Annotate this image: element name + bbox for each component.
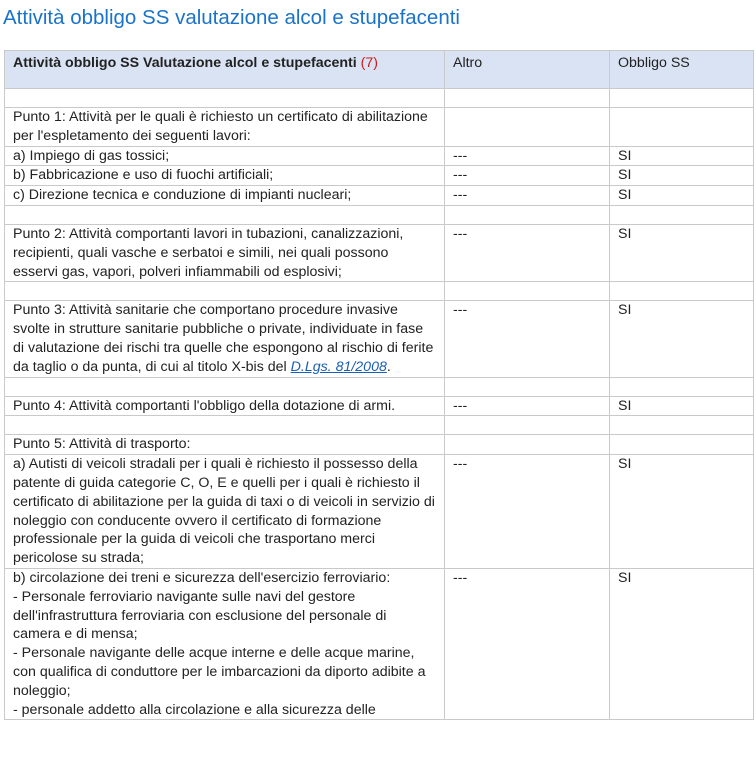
spacer-row bbox=[5, 282, 754, 301]
altro-cell: --- bbox=[445, 146, 610, 166]
page-title: Attività obbligo SS valutazione alcol e stupefacenti bbox=[3, 6, 460, 29]
table-row bbox=[5, 455, 754, 569]
obbligo-cell bbox=[610, 435, 754, 455]
activity-line: - Personale ferroviario navigante sulle navi del gestore dell'infrastruttura ferroviaria con esclusione del personale di camera e di mensa; bbox=[13, 588, 387, 643]
activity-cell: a) Autisti di veicoli stradali per i quali è richiesto il possesso della patente di guida categorie C, O, E e quelli per i quali è richiesto il certificato di abilitazione per la guida di taxi o di veicoli in servizio di noleggio con conducente ovvero il certificato di formazione professionale per la guida di veicoli che trasportano merci pericolose su strada; bbox=[5, 455, 445, 569]
obbligo-cell: SI bbox=[610, 146, 754, 166]
activity-line: - personale addetto alla circolazione e alla sicurezza delle bbox=[13, 701, 376, 718]
activity-cell: Punto 2: Attività comportanti lavori in tubazioni, canalizzazioni, recipienti, quali vasche e serbatoi e simili, nei quali possono esservi gas, vapori, polveri infiammabili od esplosivi; bbox=[5, 224, 445, 281]
activity-cell: Punto 4: Attività comportanti l'obbligo della dotazione di armi. bbox=[5, 396, 445, 416]
altro-cell: --- bbox=[445, 396, 610, 416]
table-row bbox=[5, 186, 754, 206]
obbligo-cell: SI bbox=[610, 455, 754, 569]
altro-cell: --- bbox=[445, 186, 610, 206]
altro-cell: --- bbox=[445, 568, 610, 719]
obbligo-cell: SI bbox=[610, 186, 754, 206]
activity-cell bbox=[5, 568, 445, 719]
activity-text: Punto 3: Attività sanitarie che comportano procedure invasive svolte in strutture sanitarie pubbliche o private, individuate in fase di valutazione dei rischi tra quelle che espongono al rischio di ferite da taglio o da punta, di cui al titolo X-bis del bbox=[13, 302, 434, 375]
activity-cell: c) Direzione tecnica e conduzione di impianti nucleari; bbox=[5, 186, 445, 206]
activity-cell: Punto 5: Attività di trasporto: bbox=[5, 435, 445, 455]
altro-cell bbox=[445, 435, 610, 455]
altro-cell: --- bbox=[445, 455, 610, 569]
header-activity-label: Attività obbligo SS Valutazione alcol e stupefacenti bbox=[13, 55, 357, 71]
table-row bbox=[5, 224, 754, 281]
activity-line: b) circolazione dei treni e sicurezza dell'esercizio ferroviario: bbox=[13, 569, 391, 586]
note-reference: (7) bbox=[360, 55, 379, 71]
altro-cell: --- bbox=[445, 224, 610, 281]
header-altro: Altro bbox=[445, 51, 610, 89]
spacer-row bbox=[5, 89, 754, 108]
spacer-row bbox=[5, 205, 754, 224]
dlgs-81-2008-link[interactable]: D.Lgs. 81/2008 bbox=[290, 358, 387, 375]
activity-text-end: . bbox=[386, 358, 391, 375]
activity-line: - Personale navigante delle acque interne e delle acque marine, con qualifica di conduttore per le imbarcazioni da diporto adibite a noleggio; bbox=[13, 645, 426, 699]
header-activity bbox=[5, 51, 445, 89]
activity-cell bbox=[5, 301, 445, 377]
activity-cell: a) Impiego di gas tossici; bbox=[5, 146, 445, 166]
table-row bbox=[5, 435, 754, 455]
table-row bbox=[5, 396, 754, 416]
altro-cell: --- bbox=[445, 166, 610, 186]
spacer-row bbox=[5, 416, 754, 435]
obbligo-cell: SI bbox=[610, 396, 754, 416]
spacer-row bbox=[5, 377, 754, 396]
obbligo-cell: SI bbox=[610, 166, 754, 186]
altro-cell bbox=[445, 108, 610, 147]
activity-cell: b) Fabbricazione e uso di fuochi artificiali; bbox=[5, 166, 445, 186]
activity-cell: Punto 1: Attività per le quali è richiesto un certificato di abilitazione per l'espletamento dei seguenti lavori: bbox=[5, 108, 445, 147]
obligations-table bbox=[4, 50, 754, 720]
header-obbligo-ss: Obbligo SS bbox=[610, 51, 754, 89]
table-row bbox=[5, 301, 754, 377]
obbligo-cell: SI bbox=[610, 224, 754, 281]
table-row bbox=[5, 568, 754, 719]
obbligo-cell: SI bbox=[610, 568, 754, 719]
obbligo-cell bbox=[610, 108, 754, 147]
obbligo-cell: SI bbox=[610, 301, 754, 377]
table-row bbox=[5, 108, 754, 147]
altro-cell: --- bbox=[445, 301, 610, 377]
table-header-row bbox=[5, 51, 754, 89]
table-row bbox=[5, 146, 754, 166]
table-row bbox=[5, 166, 754, 186]
